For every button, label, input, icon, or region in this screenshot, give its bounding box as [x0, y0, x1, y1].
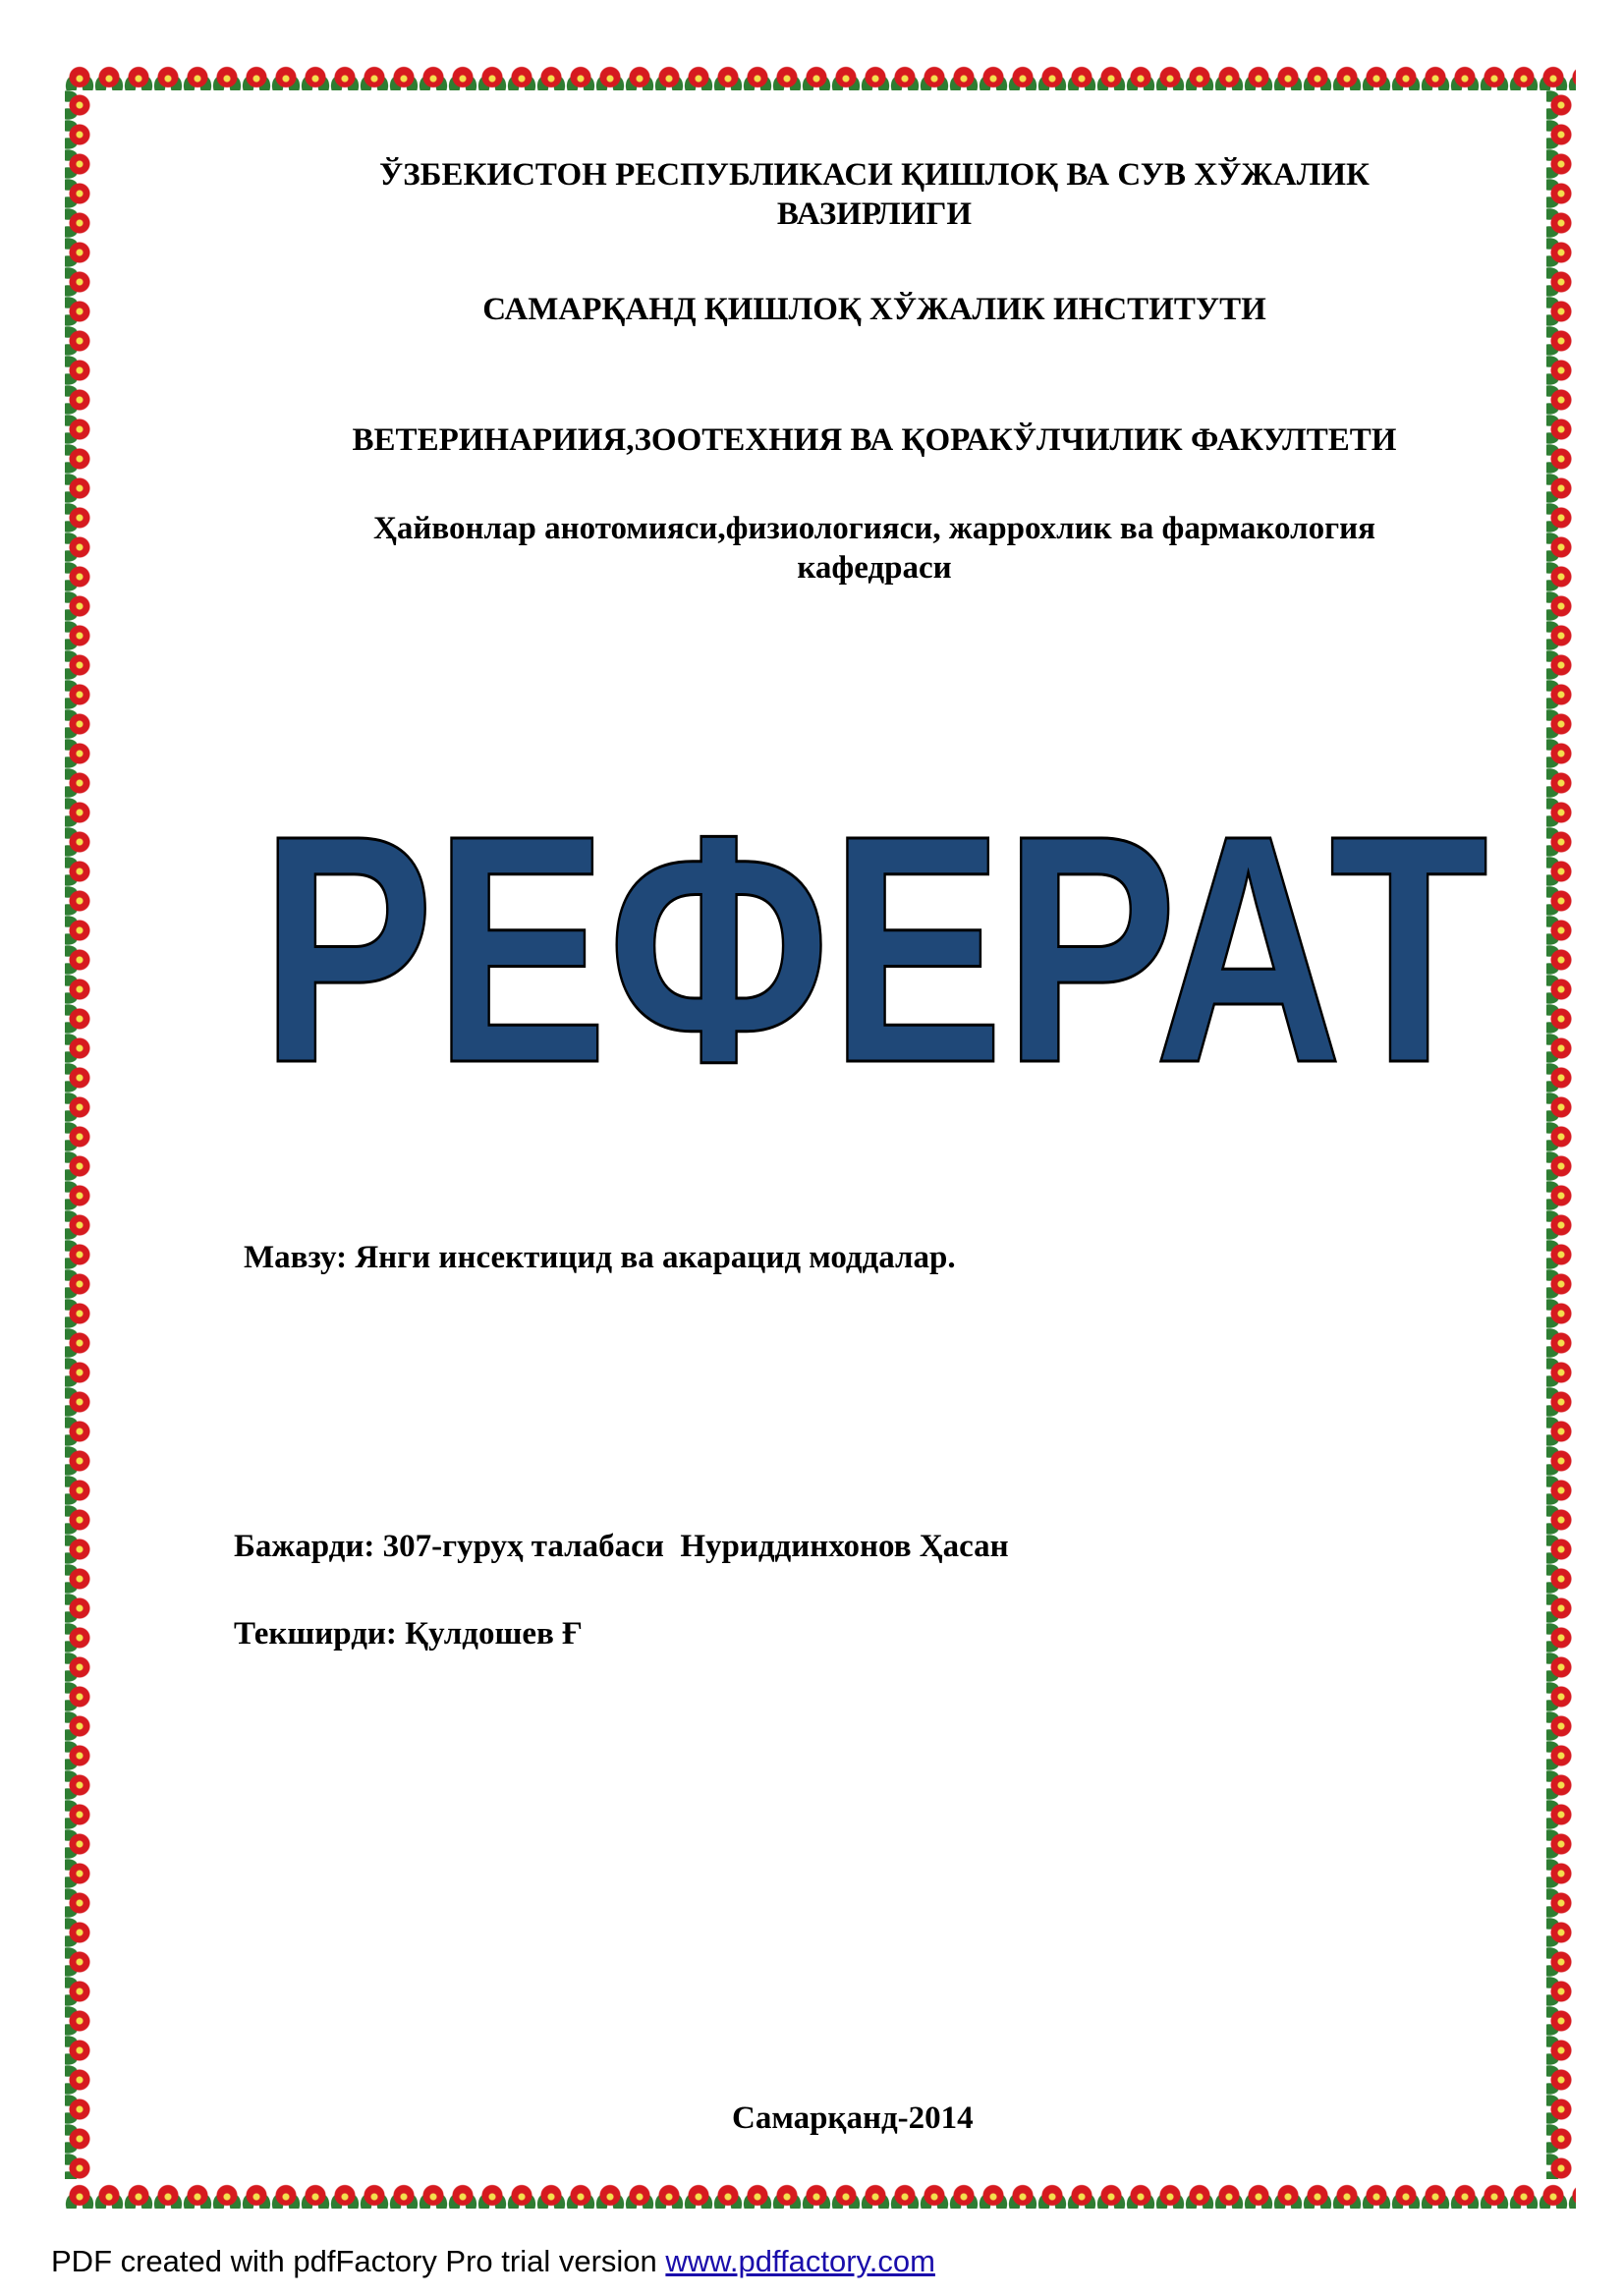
flower-border-right: [1546, 90, 1576, 2179]
ministry-line-2: ВАЗИРЛИГИ: [776, 196, 973, 232]
city-year-line: Самарқанд-2014: [732, 2100, 974, 2136]
footer-link[interactable]: www.pdffactory.com: [665, 2244, 935, 2278]
footer-text: PDF created with pdfFactory Pro trial version: [51, 2244, 666, 2278]
ministry-line-1: ЎЗБЕКИСТОН РЕСПУБЛИКАСИ ҚИШЛОҚ ВА СУВ ХЎЖАЛИК: [379, 157, 1370, 193]
performer-line: Бажарди: 307-гуруҳ талабаси Нуриддинхонов Ҳасан: [234, 1529, 1009, 1564]
department-line-2: кафедраси: [797, 550, 952, 586]
title-text: РЕФЕРАТ: [260, 767, 1488, 1071]
ministry-heading: [216, 155, 1533, 234]
title-wordart: [246, 747, 1503, 1071]
faculty-heading: ВЕТЕРИНАРИИЯ,ЗООТЕХНИЯ ВА ҚОРАКЎЛЧИЛИК ФАКУЛТЕТИ: [352, 422, 1397, 458]
flower-border-bottom: [65, 2179, 1576, 2209]
institute-heading: САМАРҚАНД ҚИШЛОҚ ХЎЖАЛИК ИНСТИТУТИ: [482, 292, 1266, 327]
flower-border-top: [65, 61, 1576, 90]
flower-border-left: [65, 90, 94, 2179]
department-heading: [216, 509, 1533, 588]
pdf-footer: [51, 2244, 935, 2279]
topic-line: Мавзу: Янги инсектицид ва акарацид моддалар.: [244, 1240, 956, 1275]
checker-line: Текширди: Қулдошев Ғ: [234, 1616, 584, 1652]
department-line-1: Ҳайвонлар анотомияси,физиологияси, жаррохлик ва фармакология: [373, 511, 1375, 546]
